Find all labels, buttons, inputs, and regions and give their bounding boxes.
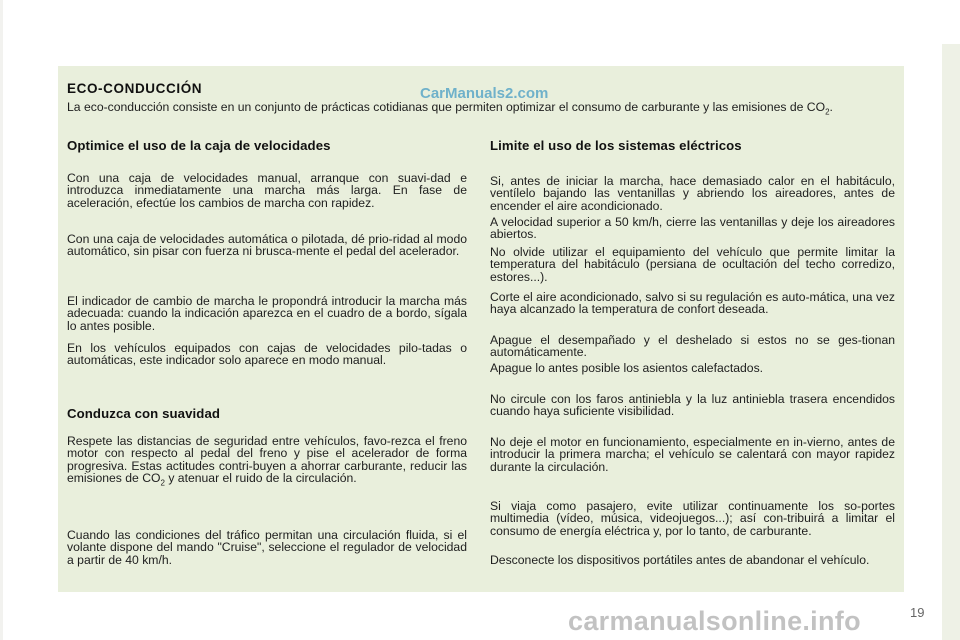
intro-text: La eco-conducción consiste en un conjunto de prácticas cotidianas que permiten optimizar el consumo de carburante y las emisiones de CO: [67, 100, 826, 114]
page-number: 19: [910, 605, 925, 620]
intro-subscript: 2: [825, 107, 830, 117]
content-panel: [58, 66, 904, 592]
electrical-paragraph-10: Desconecte los dispositivos portátiles antes de abandonar el vehículo.: [490, 553, 870, 567]
smooth-driving-text-end: y atenuar el ruido de la circulación.: [164, 471, 357, 486]
electrical-paragraph-8: No deje el motor en funcionamiento, especialmente en in-vierno, antes de introducir la primera marcha; el vehículo se calentará con mayor rapidez durante la circulación.: [490, 435, 895, 474]
electrical-paragraph-9: Si viaja como pasajero, evite utilizar continuamente los so-portes multimedia (vídeo, música, videojuegos...); así con-tribuirá a limitar el consumo de energía eléctrica y, por lo tanto, de carburante.: [490, 499, 895, 538]
heading-smooth-driving: Conduzca con suavidad: [67, 406, 221, 421]
heading-gearbox: Optimice el uso de la caja de velocidades: [67, 138, 331, 153]
page-left-edge: [0, 0, 3, 640]
electrical-paragraph-7: No circule con los faros antiniebla y la luz antiniebla trasera encendidos cuando haya suficiente visibilidad.: [490, 392, 895, 419]
electrical-paragraph-5: Apague el desempañado y el deshelado si estos no se ges-tionan automáticamente.: [490, 333, 895, 360]
electrical-paragraph-3: No olvide utilizar el equipamiento del vehículo que permite limitar la temperatura del habitáculo (persiana de ocultación del techo corredizo, estores...).: [490, 245, 895, 284]
intro-text-end: .: [829, 100, 833, 114]
page-side-strip: [942, 44, 960, 640]
section-title: ECO-CONDUCCIÓN: [67, 81, 203, 96]
watermark-carmanualsonline: carmanualsonline.info: [568, 606, 861, 636]
heading-electrical: Limite el uso de los sistemas eléctricos: [490, 138, 742, 153]
smooth-driving-subscript: 2: [160, 478, 165, 488]
electrical-paragraph-6: Apague lo antes posible los asientos calefactados.: [490, 361, 764, 375]
gearbox-paragraph-4: En los vehículos equipados con cajas de velocidades pilo-tadas o automáticas, este indicador solo aparece en modo manual.: [67, 341, 467, 368]
watermark-carmanuals2: CarManuals2.com: [420, 85, 549, 102]
electrical-paragraph-1: Si, antes de iniciar la marcha, hace demasiado calor en el habitáculo, ventílelo bajando las ventanillas y abriendo los aireadores, antes de encender el aire acondicionado.: [490, 174, 895, 213]
cruise-paragraph: Cuando las condiciones del tráfico permitan una circulación fluida, si el volante dispone del mando "Cruise", seleccione el regulador de velocidad a partir de 40 km/h.: [67, 528, 467, 567]
gearbox-paragraph-2: Con una caja de velocidades automática o pilotada, dé prio-ridad al modo automático, sin pisar con fuerza ni brusca-mente el pedal del acelerador.: [67, 232, 467, 259]
electrical-paragraph-2: A velocidad superior a 50 km/h, cierre las ventanillas y deje los aireadores abiertos.: [490, 215, 895, 242]
smooth-driving-text: Respete las distancias de seguridad entre vehículos, favo-rezca el freno motor con respecto al pedal del freno y pise el acelerador de forma progresiva. Estas actitudes contri-buyen a ahorrar carburante, reducir las emisiones de CO: [67, 434, 467, 486]
smooth-driving-paragraph: [67, 435, 467, 490]
electrical-paragraph-4: Corte el aire acondicionado, salvo si su regulación es auto-mática, una vez haya alcanzado la temperatura de confort deseada.: [490, 290, 895, 317]
intro-paragraph: [67, 101, 895, 119]
gearbox-paragraph-3: El indicador de cambio de marcha le propondrá introducir la marcha más adecuada: cuando la indicación aparezca en el cuadro de a bordo, sígala lo antes posible.: [67, 294, 467, 333]
gearbox-paragraph-1: Con una caja de velocidades manual, arranque con suavi-dad e introduzca inmediatamente una marcha más larga. En fase de aceleración, efectúe los cambios de marcha con rapidez.: [67, 171, 467, 210]
